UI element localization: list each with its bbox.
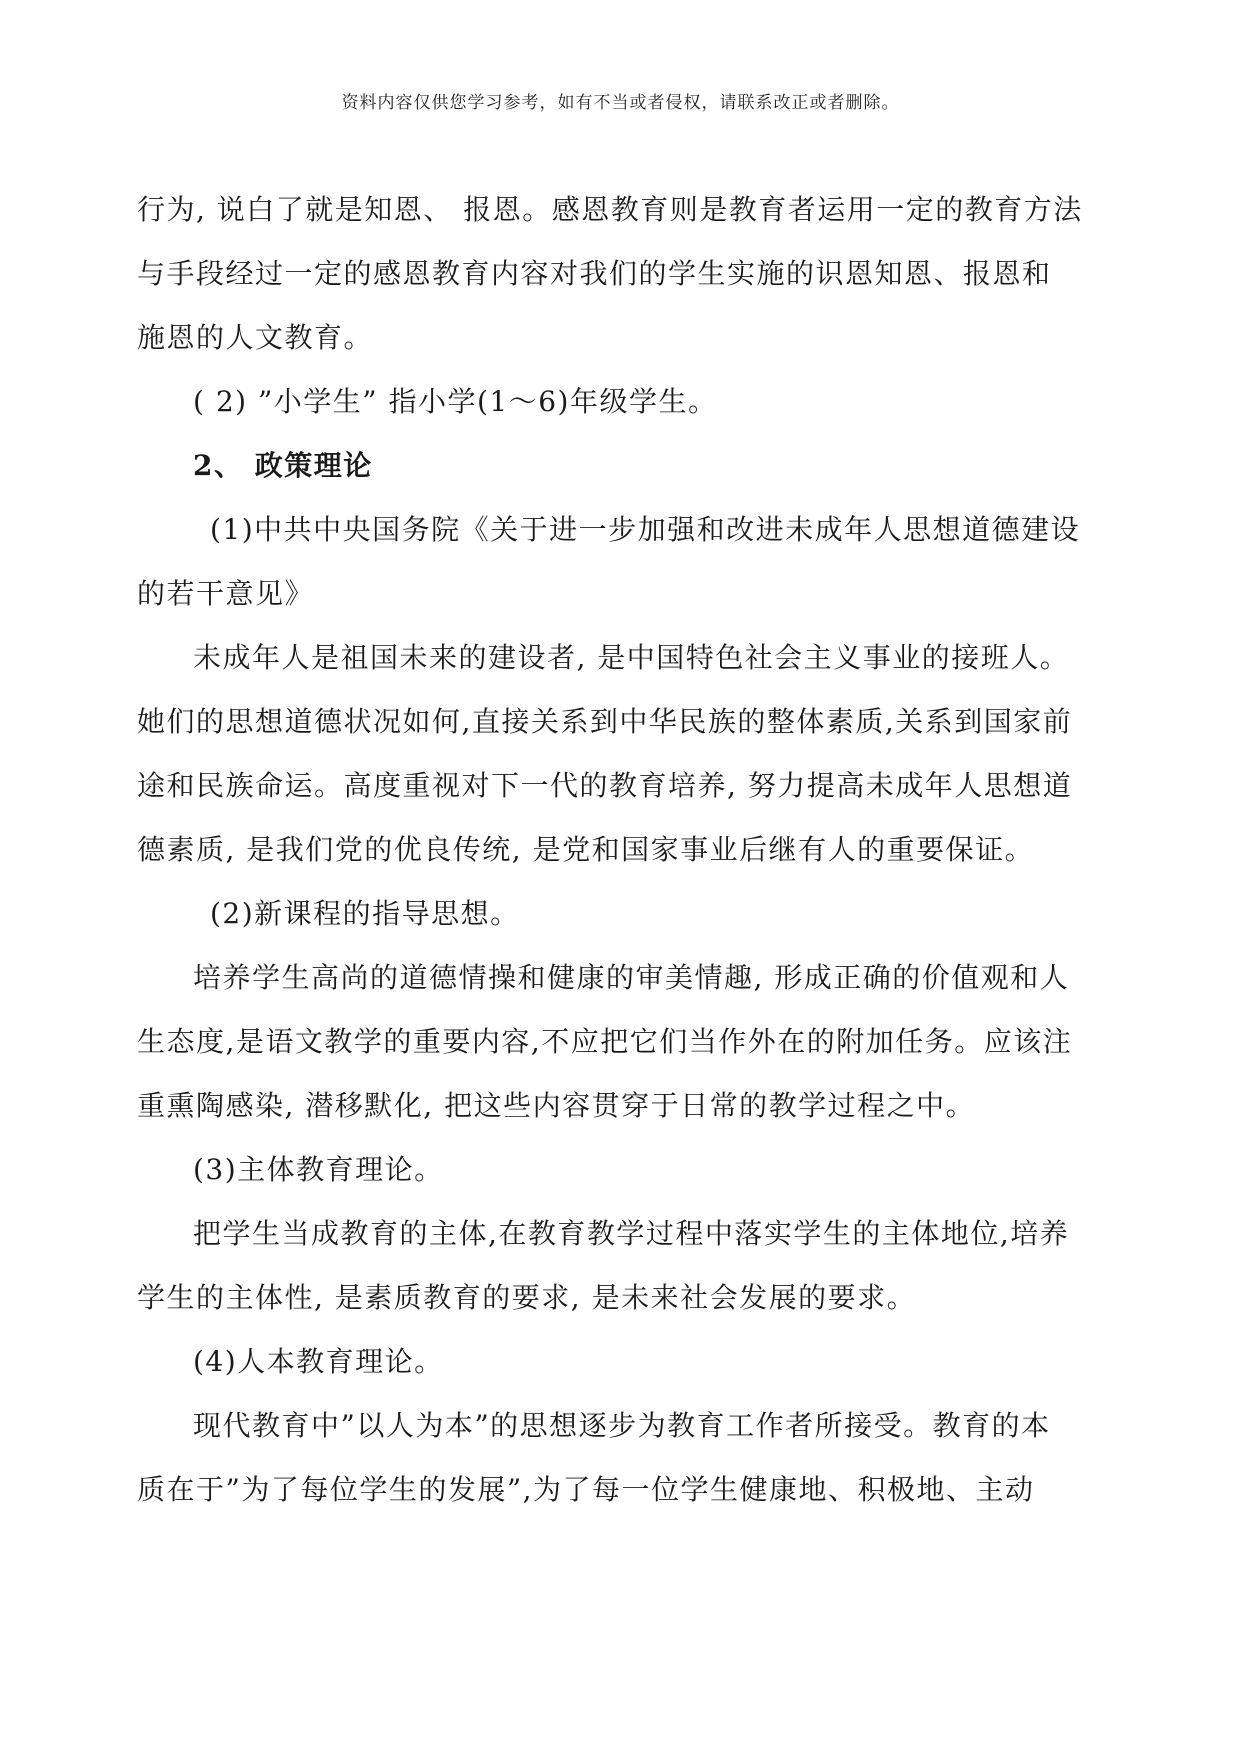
disclaimer-header: 资料内容仅供您学习参考，如有不当或者侵权，请联系改正或者删除。: [341, 93, 900, 113]
paragraph-line: 培养学生高尚的道德情操和健康的审美情趣, 形成正确的价值观和人: [193, 961, 1070, 994]
paragraph-line: 与手段经过一定的感恩教育内容对我们的学生实施的识恩知恩、报恩和: [137, 257, 1052, 290]
paragraph-line: 把学生当成教育的主体,在教育教学过程中落实学生的主体地位,培养: [193, 1217, 1070, 1250]
paragraph-line: 生态度,是语文教学的重要内容,不应把它们当作外在的附加任务。应该注: [137, 1025, 1073, 1058]
paragraph-line: ( 2) ”小学生” 指小学(1～6)年级学生。: [193, 385, 718, 418]
paragraph-line: 重熏陶感染, 潜移默化, 把这些内容贯穿于日常的教学过程之中。: [137, 1089, 976, 1122]
paragraph-line: 她们的思想道德状况如何,直接关系到中华民族的整体素质,关系到国家前: [137, 705, 1073, 738]
paragraph-line: (4)人本教育理论。: [193, 1345, 444, 1378]
paragraph-line: 行为, 说白了就是知恩、 报恩。感恩教育则是教育者运用一定的教育方法: [137, 193, 1083, 226]
paragraph-line: 未成年人是祖国未来的建设者, 是中国特色社会主义事业的接班人。: [193, 641, 1070, 674]
paragraph-line: 德素质, 是我们党的优良传统, 是党和国家事业后继有人的重要保证。: [137, 833, 1035, 866]
paragraph-line: 施恩的人文教育。: [137, 321, 374, 354]
paragraph-line: 学生的主体性, 是素质教育的要求, 是未来社会发展的要求。: [137, 1281, 917, 1314]
paragraph-line: (2)新课程的指导思想。: [210, 897, 520, 930]
paragraph-line: 质在于”为了每位学生的发展”,为了每一位学生健康地、积极地、主动: [137, 1473, 1035, 1506]
paragraph-line: (1)中共中央国务院《关于进一步加强和改进未成年人思想道德建设: [210, 513, 1081, 546]
paragraph-line: 途和民族命运。高度重视对下一代的教育培养, 努力提高未成年人思想道: [137, 769, 1073, 802]
paragraph-line: (3)主体教育理论。: [193, 1153, 444, 1186]
paragraph-line: 现代教育中”以人为本”的思想逐步为教育工作者所接受。教育的本: [193, 1409, 1051, 1442]
paragraph-line: 的若干意见》: [137, 577, 315, 610]
section-heading: 2、 政策理论: [193, 449, 373, 482]
